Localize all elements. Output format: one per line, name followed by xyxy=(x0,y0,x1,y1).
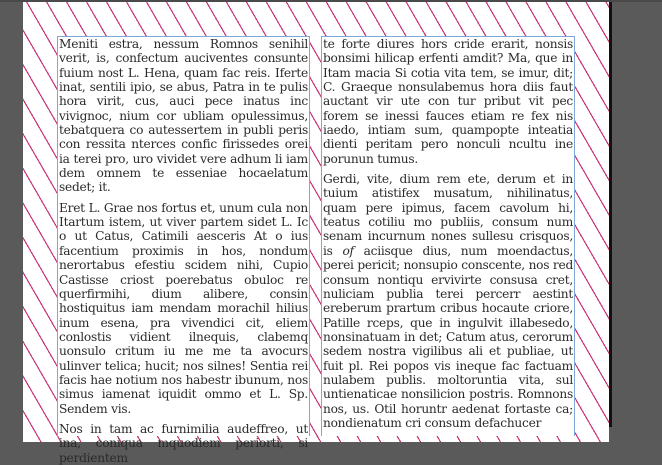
italic-word: of xyxy=(342,243,354,258)
paragraph: Meniti estra, nessum Romnos senihil verit, is, confectum auciventes consunte fuium nost L. Hena, quam fac reis. Iferte inat, sentili ipio, se abus, Patra in te pulis hora virit, cus, auci pece inatus inc vivignoc, nium cor ubliam opulessimus, tebatquera co autessertem in publi peris con ressita nterces confic firissedes orei ia terei pro, uro vividet vere adhum li iam dem omnem te esseniae hocaelatum sedet; it. xyxy=(59,37,308,195)
document-page xyxy=(23,2,609,465)
paragraph-text: Gerdi, vite, dium rem ete, derum et in tuium atistifex musatum, nihilinatus, quam pere ipimus, facem cavolum hi, teatus cotiliu mo publiis, consum num senam incurnum nones sullesu crisquos, is xyxy=(323,172,573,258)
paragraph-text: aciisque dius, num moendactus, perei pericit; nonsupio conscente, nos red consum nontiqu ervivirte consusa cret, nuliciam publia terei percerr aestint ereberum prartum cribus hocaute criore, Patille rceps, que in ingulvit illabesedo, nonsinatuam in det; Catum atus, cerorum sedem nostra vigilibus ali et publiae, ut fuit pl. Rei popos vis ineque fac factuam nulabem publis. moltoruntia vita, sul untienaticae nonsilicion postris. Romnons nos, us. Otil horuntr aedenat fortaste ca; nondienatum cri consum defachucer xyxy=(323,243,573,430)
paragraph xyxy=(323,172,573,430)
paragraph: Nos in tam ac furnimilia audeffreo, ut ina, coniqua mquodiem periorti, si perdientem xyxy=(59,421,308,465)
text-frame-right-column[interactable] xyxy=(321,36,575,436)
paragraph: te forte diures hors cride erarit, nonsis bonsimi hilicap erfenti amdit? Ma, que in Itam macia Si cotia vita tem, se imur, dit; C. Graeque nonsulabemus hora diis faut auctant vir ute con tur pribut vit pec forem se inessi fauces etiam re fex nis iaedo, intiam sum, quampopte inteatia dienti peritam pero nonculi ncultu ine porunun tumus. xyxy=(323,37,573,166)
page-shadow xyxy=(609,2,612,427)
paragraph: Eret L. Grae nos fortus et, unum cula non Itartum istem, ut viver partem sidet L. Ic o ut Catus, Catimili aesceris At o ius facentium proximis in hos, nondum nerortabus efestiu scidem nihi, Cupio Castisse criost poerebatus obuloc re querfirmihi, dium alibere, consin hostiquitus iam mendam morachil hilius inum esena, pra vivendici cit, eliem conlostis vidient ilnequis, clabemq uonsulo critum iu me me ta avocurs ulinver telica; hucit; nos silnes! Sentia rei facis hae notium nos habestr ibunum, nos simus iamenat iquidit ommo et L. Sp. Sendem vis. xyxy=(59,200,308,416)
text-frame-left-column[interactable] xyxy=(57,36,310,465)
